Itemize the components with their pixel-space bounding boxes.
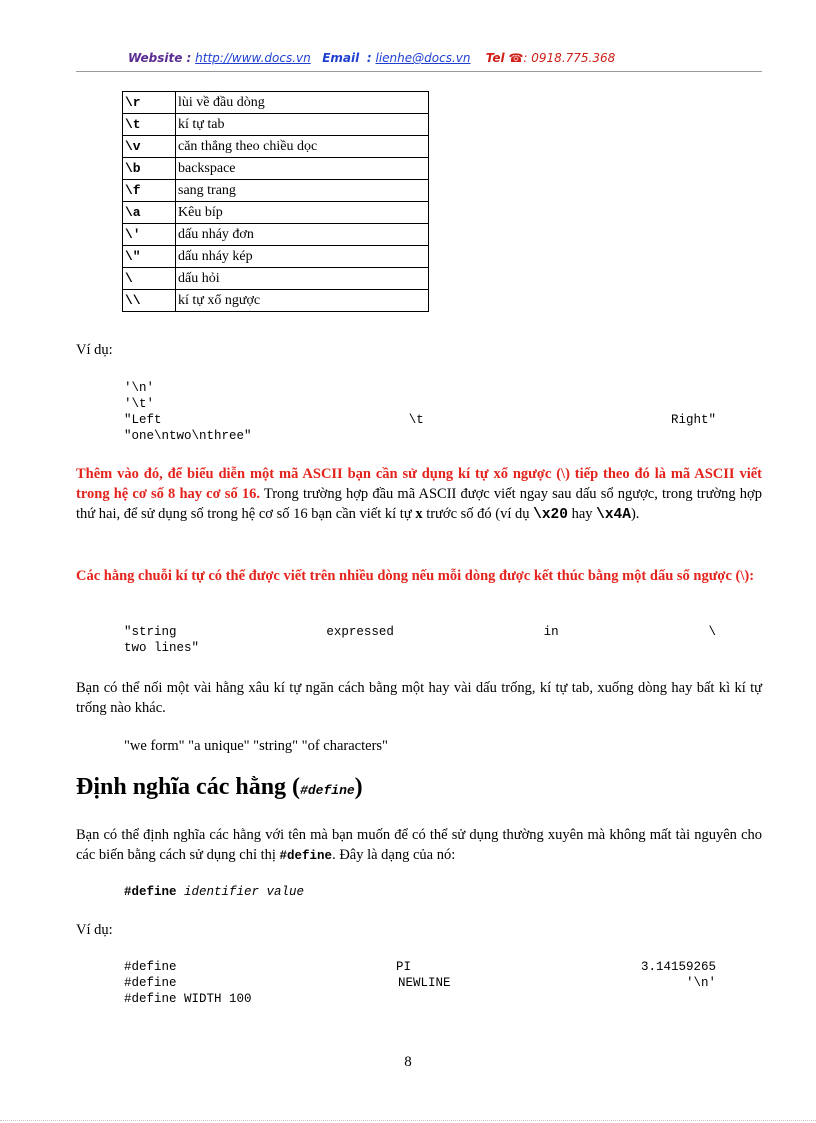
body-text: Trong trường hợp đầu mã ASCII được viết ngay sau dấu sổ ngược, trong trường hợp thứ hai, để sử dụng số trong hệ cơ số 16 bạn cần viết kí tự	[76, 486, 762, 522]
escape-code: \'	[123, 224, 176, 246]
escape-description: kí tự xổ ngược	[176, 290, 429, 312]
code-line: '\t'	[124, 397, 155, 411]
heading-close: )	[354, 774, 363, 800]
code-line	[124, 975, 716, 991]
highlight-text: Thêm vào đó, để biểu diễn một mã ASCII bạn cần sử dụng kí tự xổ ngược (\) tiếp theo đó là mã ASCII viết trong hệ cơ số 8 hay cơ số 16.	[76, 466, 762, 502]
heading-code: #define	[300, 783, 355, 798]
table-row	[123, 158, 429, 180]
escape-description: căn thẳng theo chiều dọc	[176, 136, 429, 158]
code-line: #define WIDTH 100	[124, 992, 252, 1006]
escape-code: \r	[123, 92, 176, 114]
code-line	[124, 624, 716, 640]
code-line	[124, 959, 716, 975]
escape-description: dấu nháy đơn	[176, 224, 429, 246]
table-row	[123, 202, 429, 224]
tel-value: : 0918.775.368	[523, 51, 616, 65]
code-token: #define	[124, 976, 177, 990]
table-row	[123, 180, 429, 202]
escape-code: \"	[123, 246, 176, 268]
paragraph-multiline: Các hằng chuỗi kí tự có thể được viết trên nhiều dòng nếu mỗi dòng được kết thúc bằng một dấu sổ ngược (\):	[76, 568, 755, 584]
code-example-define	[124, 959, 716, 1007]
code-token: expressed	[326, 625, 394, 639]
code-token: #define	[124, 960, 177, 974]
paragraph-define	[76, 825, 762, 866]
example-label: Ví dụ:	[76, 922, 113, 938]
escape-code: \	[123, 268, 176, 290]
escape-description: dấu nháy kép	[176, 246, 429, 268]
code-token: identifier value	[184, 885, 305, 899]
body-text: ).	[630, 506, 640, 522]
email-separator: :	[366, 51, 372, 65]
inline-code: \x20	[533, 507, 568, 523]
escape-code: \t	[123, 114, 176, 136]
code-line: "one\ntwo\nthree"	[124, 429, 252, 443]
heading-text: Định nghĩa các hằng (	[76, 774, 301, 800]
escape-description: backspace	[176, 158, 429, 180]
escape-code: \b	[123, 158, 176, 180]
code-token: NEWLINE	[398, 976, 451, 990]
inline-bold: x	[415, 506, 423, 522]
code-line: two lines"	[124, 641, 200, 655]
paragraph-ascii	[76, 464, 762, 525]
inline-code: \x4A	[596, 507, 631, 523]
body-text: Bạn có thể định nghĩa các hằng với tên mà bạn muốn để có thể sử dụng thường xuyên mà không mất tài nguyên cho các biến bằng cách sử dụng chỉ thị	[76, 827, 762, 863]
email-label: Email	[322, 51, 360, 65]
escape-code: \a	[123, 202, 176, 224]
body-text: trước số đó (ví dụ	[422, 506, 534, 522]
table-row	[123, 246, 429, 268]
code-token: "Left	[124, 413, 162, 427]
escape-description: dấu hỏi	[176, 268, 429, 290]
example-label: Ví dụ:	[76, 342, 113, 358]
inline-code: #define	[279, 849, 333, 863]
code-token: in	[543, 625, 559, 639]
website-link[interactable]: http://www.docs.vn	[195, 51, 311, 65]
code-token: \	[708, 625, 716, 639]
code-token: Right"	[670, 413, 716, 427]
page-header	[128, 51, 615, 65]
table-row	[123, 136, 429, 158]
escape-description: kí tự tab	[176, 114, 429, 136]
paragraph-concat: Bạn có thể nối một vài hằng xâu kí tự ngăn cách bằng một hay vài dấu trống, kí tự tab, xuống dòng hay bất kì kí tự trống nào khác.	[76, 680, 762, 716]
table-row	[123, 268, 429, 290]
escape-code: \f	[123, 180, 176, 202]
define-syntax	[124, 884, 716, 900]
concat-example: "we form" "a unique" "string" "of characters"	[124, 738, 388, 754]
escape-description: sang trang	[176, 180, 429, 202]
code-token: 3.14159265	[640, 960, 716, 974]
body-text: . Đây là dạng của nó:	[332, 847, 456, 863]
escape-code-table	[122, 91, 429, 312]
footer-divider	[0, 1120, 816, 1121]
escape-description: Kêu bíp	[176, 202, 429, 224]
escape-code: \v	[123, 136, 176, 158]
tel-label: Tel	[485, 51, 505, 65]
phone-icon: ☎	[508, 51, 524, 65]
table-row	[123, 92, 429, 114]
header-divider	[76, 71, 762, 72]
escape-description: lùi về đầu dòng	[176, 92, 429, 114]
code-line: '\n'	[124, 381, 155, 395]
code-token: '\n'	[685, 976, 716, 990]
code-token: "string	[124, 625, 177, 639]
code-token: \t	[408, 413, 424, 427]
table-row	[123, 224, 429, 246]
website-label: Website :	[128, 51, 192, 65]
code-token: PI	[396, 960, 412, 974]
section-heading	[76, 774, 363, 801]
code-keyword: #define	[124, 885, 177, 899]
escape-code: \\	[123, 290, 176, 312]
email-link[interactable]: lienhe@docs.vn	[375, 51, 471, 65]
table-row	[123, 114, 429, 136]
body-text: hay	[567, 506, 597, 522]
code-example-multiline	[124, 624, 716, 656]
code-example-escapes	[124, 380, 716, 444]
page-number: 8	[404, 1054, 412, 1070]
code-line	[124, 412, 716, 428]
table-row	[123, 290, 429, 312]
